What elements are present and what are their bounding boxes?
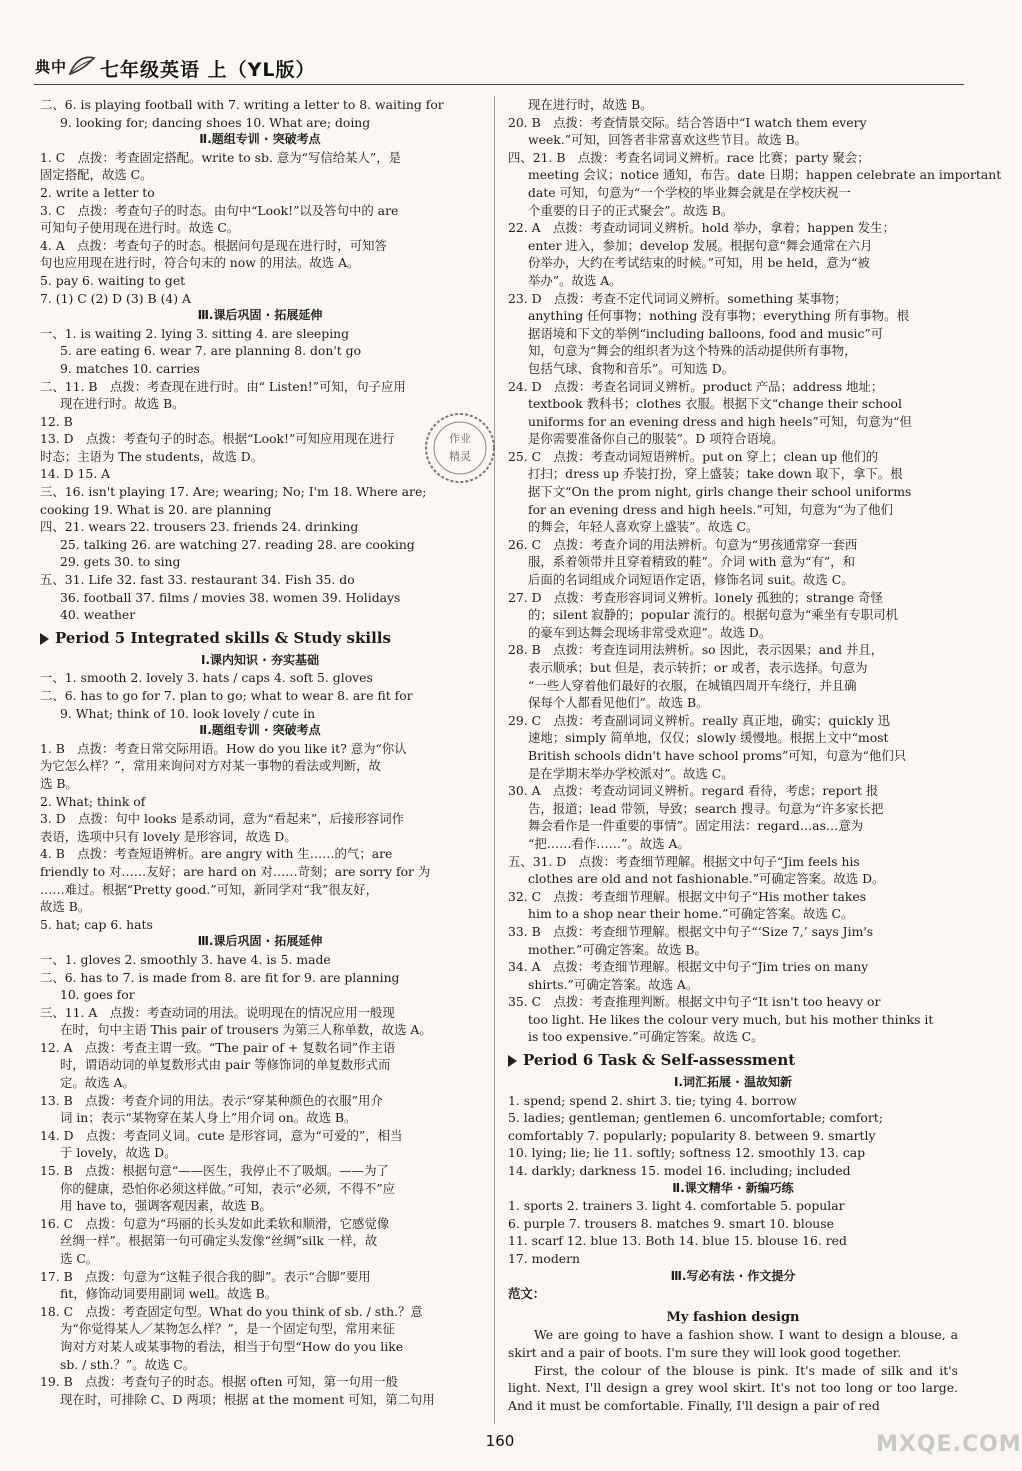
- answer-line: 现在进行时。故选 B。: [60, 396, 185, 412]
- answer-line: 4. B 点拨：考查短语辨析。are angry with 生……的气；are: [40, 846, 393, 862]
- answer-line: uniforms for an evening dress and high heels”可知，句意为“但: [528, 413, 912, 429]
- answer-line: fit，修饰动词要用副词 well。故选 B。: [60, 1286, 278, 1302]
- answer-line: 五、31. D 点拨：考查细节理解。根据文中句子“Jim feels his: [508, 853, 860, 869]
- answer-line: 现在时，可排除 C、D 两项；根据 at the moment 可知，第二句用: [60, 1391, 435, 1407]
- essay-paragraph-1: We are going to have a fashion show. I want to design a blouse, a skirt and a pair of boots. I'm sure they will look good together.: [508, 1327, 958, 1360]
- answer-line: 词 in；表示“某物穿在某人身上”用介词 on。故选 B。: [60, 1110, 357, 1126]
- answer-line: 16. C 点拨：句意为“玛丽的长头发如此柔软和顺滑，它感觉像: [40, 1215, 390, 1231]
- section-heading: Ⅱ.题组专训 · 突破考点: [199, 723, 321, 738]
- answer-line: 13. D 点拨：考查句子的时态。根据“Look!”可知应用现在进行: [40, 431, 395, 447]
- section-heading: Ⅱ.题组专训 · 突破考点: [199, 132, 321, 147]
- section-heading: Ⅲ.写必有法 · 作文提分: [670, 1268, 796, 1283]
- section-heading: Ⅲ.课后巩固 · 拓展延伸: [197, 308, 323, 323]
- answer-line: 举办”。故选 A。: [528, 272, 622, 288]
- period-heading: [508, 1048, 958, 1072]
- essay-paragraph-2: First, the colour of the blouse is pink. It's made of silk and it's light. Next, I'll design a grey wool skirt. It's not too long or too large. And it must be comfortable. Finally, I'll design a pair of red: [508, 1362, 958, 1413]
- answer-line: friendly to 对……友好；are hard on 对……苛刻；are sorry for 为: [40, 863, 431, 879]
- answer-line: 17. modern: [508, 1251, 581, 1266]
- triangle-icon: [40, 633, 49, 645]
- answer-line: 2. write a letter to: [40, 184, 155, 200]
- answer-line: sb. / sth.？”。故选 C。: [60, 1356, 196, 1372]
- answer-line: 20. B 点拨：考查情景交际。结合答语中“I watch them every: [508, 114, 867, 130]
- answer-line: 1. sports 2. trainers 3. light 4. comfortable 5. popular: [508, 1198, 845, 1214]
- answer-line: 一、1. is waiting 2. lying 3. sitting 4. are sleeping: [40, 325, 350, 341]
- answer-line: shirts.”可确定答案。故选 A。: [528, 976, 699, 992]
- answer-line: 服，系着领带并且穿着精致的鞋”。介词 with 意为“有”，和: [528, 554, 856, 570]
- answer-line: 27. D 点拨：考查形容词词义辨析。lonely 孤独的；strange 奇怪: [508, 589, 883, 605]
- answer-line: 二、6. has to go for 7. plan to go; what to wear 8. are fit for: [40, 688, 413, 703]
- answer-line: 包括气球、食物和音乐”。可知选 D。: [528, 360, 735, 376]
- page-number: 160: [485, 1432, 515, 1450]
- answer-line: 35. C 点拨：考查推理判断。根据文中句子“It isn't too heavy or: [508, 994, 881, 1010]
- section-heading: Ⅰ.词汇拓展 · 温故知新: [674, 1075, 792, 1090]
- answer-line: 1. C 点拨：考查固定搭配。write to sb. 意为“写信给某人”，是: [40, 149, 402, 165]
- answer-line: comfortably 7. popularly; popularity 8. between 9. smartly: [508, 1127, 876, 1143]
- answer-line: 36. football 37. films / movies 38. women 39. Holidays: [60, 589, 401, 605]
- answer-line: 4. A 点拨：考查句子的时态。根据问句是现在进行时，可知答: [40, 237, 387, 253]
- answer-line: 故选 B。: [40, 899, 91, 915]
- answer-line: 速地；simply 简单地，仅仅；slowly 缓慢地。根据上文中“most: [528, 730, 889, 746]
- answer-line: 3. C 点拨：考查句子的时态。由句中“Look!”以及答句中的 are: [40, 202, 399, 218]
- period-heading: [40, 626, 480, 650]
- answer-line: 表示顺承；but 但是，表示转折；or 或者，表示选择。句意为: [528, 660, 868, 675]
- answer-line: 5. hat; cap 6. hats: [40, 916, 153, 932]
- answer-line: 10. lying; lie; lie 11. softly; softness 12. smoothly 13. cap: [508, 1145, 866, 1161]
- left-column: [40, 96, 480, 1408]
- answer-line: 6. purple 7. trousers 8. matches 9. smart 10. blouse: [508, 1215, 834, 1231]
- answer-line: 二、6. has to 7. is made from 8. are fit for 9. are planning: [40, 969, 400, 985]
- answer-line: 于 lovely，故选 D。: [60, 1145, 177, 1161]
- column-divider: [494, 96, 495, 1424]
- svg-text:作业: 作业: [449, 432, 471, 445]
- svg-text:中: 中: [51, 58, 67, 76]
- answer-line: 句也应用现在进行时，符合句末的 now 的用法。故选 A。: [40, 255, 360, 271]
- answer-line: is too expensive.”可确定答案。故选 C。: [528, 1029, 764, 1045]
- answer-line: 10. goes for: [60, 987, 135, 1003]
- answer-line: 一、1. gloves 2. smoothly 3. have 4. is 5. made: [40, 951, 331, 967]
- answer-line: 19. B 点拨：考查句子的时态。根据 often 可知，第一句用一般: [40, 1374, 398, 1390]
- answer-line: ……难过。根据“Pretty good.”可知，新同学对“我”很友好，: [40, 881, 378, 897]
- answer-line: 的豪车到达舞会现场非常受欢迎”。故选 D。: [528, 624, 772, 640]
- answer-line: enter 进入，参加；develop 发展。根据句意“舞会通常在六月: [528, 237, 873, 253]
- answer-line: 舞会看作是一件重要的事情”。固定用法：regard…as…意为: [528, 818, 864, 834]
- answer-line: 二、11. B 点拨：考查现在进行时。由“ Listen!”可知，句子应用: [40, 378, 406, 394]
- answer-line: 选 B。: [40, 775, 78, 791]
- section-heading: Ⅰ.课内知识 · 夯实基础: [201, 652, 319, 667]
- answer-line: 丝绸一样”。根据第一句可确定头发像“丝绸”silk 一样，故: [60, 1233, 378, 1249]
- answer-line: 个重要的日子的正式聚会”。故选 B。: [528, 202, 734, 218]
- answer-line: 固定搭配，故选 C。: [40, 167, 153, 183]
- answer-line: 表语，选项中只有 lovely 是形容词，故选 D。: [40, 828, 297, 844]
- answer-line: 据语境和下文的举例“including balloons, food and music”可: [528, 325, 884, 341]
- answer-line: British schools didn't have school proms”可知，句意为“他们只: [528, 747, 907, 763]
- answer-line: 是在学期末举办学校派对”。故选 C。: [528, 765, 734, 781]
- answer-line: 三、11. A 点拨：考查动词的用法。说明现在的情况应用一般现: [40, 1004, 395, 1020]
- answer-line: 可知句子使用现在进行时。故选 C。: [40, 220, 240, 236]
- answer-line: for an evening dress and high heels.”可知，句意为“为了他们: [528, 501, 894, 517]
- answer-line: textbook 教科书；clothes 衣服。根据下文“change their school: [528, 396, 902, 412]
- answer-line: 5. ladies; gentleman; gentlemen 6. uncomfortable; comfort;: [508, 1110, 883, 1126]
- answer-line: week.”可知，回答者非常喜欢这些节目。故选 B。: [528, 132, 808, 148]
- svg-text:精灵: 精灵: [449, 450, 471, 463]
- answer-line: 7. (1) C (2) D (3) B (4) A: [40, 290, 192, 306]
- answer-line: 9. What; think of 10. look lovely / cute in: [60, 705, 316, 721]
- section-heading: Ⅱ.课文精华 · 新编巧练: [672, 1180, 794, 1195]
- answer-line: 知，句意为“舞会的组织者为这个特殊的活动提供所有事物，: [528, 343, 857, 359]
- answer-line: 14. darkly; darkness 15. model 16. including; included: [508, 1163, 851, 1179]
- triangle-icon: [508, 1055, 517, 1067]
- watermark: MXQE.COM: [876, 1432, 1022, 1457]
- answer-line: 25. C 点拨：考查动词短语辨析。put on 穿上；clean up 他们的: [508, 448, 879, 464]
- answer-line: 询对方对某人或某事物的看法，相当于句型“How do you like: [60, 1338, 404, 1354]
- answer-line: 选 C。: [60, 1251, 99, 1266]
- answer-line: “把……看作……”。故选 A。: [528, 835, 690, 851]
- essay-title: My fashion design: [666, 1309, 800, 1325]
- answer-line: too light. He likes the colour very much, but his mother thinks it: [528, 1011, 934, 1027]
- right-column-lines: [508, 96, 1002, 1285]
- answer-line: 14. D 点拨：考查同义词。cute 是形容词，意为“可爱的”，相当: [40, 1127, 403, 1143]
- answer-line: mother.”可确定答案。故选 B。: [528, 941, 707, 957]
- answer-line: 保每个人都看见他们”。故选 B。: [528, 695, 709, 711]
- answer-line: 22. A 点拨：考查动词词义辨析。hold 举办，拿着；happen 发生；: [508, 220, 895, 236]
- answer-line: 34. A 点拨：考查细节理解。根据文中句子“Jim tries on many: [508, 959, 869, 975]
- section-heading: Ⅲ.课后巩固 · 拓展延伸: [197, 934, 323, 949]
- answer-line: 13. B 点拨：考查介词的用法。表示“穿某种颜色的衣服”用介: [40, 1092, 383, 1108]
- book-title: 七年级英语 上（YL版）: [100, 59, 316, 81]
- answer-line: 25. talking 26. are watching 27. reading 28. are cooking: [60, 536, 415, 552]
- answer-line: 是你需要准备你自己的服装”。D 项符合语境。: [528, 431, 784, 447]
- answer-line: 1. B 点拨：考查日常交际用语。How do you like it? 意为“你认: [40, 740, 407, 756]
- answer-line: clothes are old and not fashionable.”可确定答案。故选 D。: [528, 871, 885, 887]
- answer-line: 的舞会，年轻人喜欢穿上盛装”。故选 C。: [528, 519, 759, 535]
- answer-line: 的；silent 寂静的；popular 流行的。根据句意为“乘坐有专职司机: [528, 607, 898, 623]
- answer-line: 14. D 15. A: [40, 466, 111, 482]
- answer-line: 定。故选 A。: [60, 1075, 135, 1091]
- answer-line: 一、1. smooth 2. lovely 3. hats / caps 4. soft 5. gloves: [40, 670, 373, 686]
- answer-line: 12. B: [40, 413, 73, 429]
- answer-line: 三、16. isn't playing 17. Are; wearing; No; I'm 18. Where are;: [40, 484, 427, 500]
- answer-line: 二、6. is playing football with 7. writing a letter to 8. waiting for: [40, 97, 444, 112]
- answer-line: 1. spend; spend 2. shirt 3. tie; tying 4. borrow: [508, 1092, 797, 1108]
- answer-line: 四、21. B 点拨：考查名词词义辨析。race 比赛；party 聚会；: [508, 149, 870, 165]
- answer-line: 18. C 点拨：考查固定句型。What do you think of sb. / sth.？意: [40, 1303, 423, 1319]
- answer-line: 据下文“On the prom night, girls change their school uniforms: [528, 484, 912, 500]
- answer-line: 为“你觉得某人／某物怎么样？”，是一个固定句型，常用来征: [60, 1321, 395, 1337]
- answer-line: 你的健康，恐怕你必须这样做。”可知，表示“必须，不得不”应: [60, 1180, 395, 1196]
- answer-line: 告，报道；lead 带领，导致；search 搜寻。句意为“许多家长把: [528, 800, 884, 816]
- answer-line: date 可知，句意为“一个学校的毕业舞会就是在学校庆祝一: [528, 184, 851, 200]
- period-heading-text: Period 5 Integrated skills & Study skills: [55, 628, 391, 647]
- answer-line: 11. scarf 12. blue 13. Both 14. blue 15. blouse 16. red: [508, 1233, 847, 1249]
- answer-line: 9. matches 10. carries: [60, 360, 200, 376]
- page-header: [34, 52, 474, 82]
- answer-line: 26. C 点拨：考查介词的用法辨析。句意为“男孩通常穿一套西: [508, 536, 858, 552]
- answer-line: 现在进行时，故选 B。: [528, 97, 653, 112]
- header-divider: [34, 84, 964, 85]
- answer-line: 30. A 点拨：考查动词词义辨析。regard 看待，考虑；report 报: [508, 783, 879, 799]
- answer-line: 32. C 点拨：考查细节理解。根据文中句子“His mother takes: [508, 888, 867, 904]
- answer-line: 后面的名词组成介词短语作定语，修饰名词 suit。故选 C。: [528, 572, 854, 588]
- answer-line: cooking 19. What is 20. are planning: [40, 501, 272, 517]
- answer-line: 28. B 点拨：考查连词用法辨析。so 因此，表示因果；and 并且，: [508, 642, 884, 658]
- right-column: [508, 96, 1002, 1414]
- stamp-seal-icon: [420, 408, 500, 488]
- answer-line: 24. D 点拨：考查名词词义辨析。product 产品；address 地址；: [508, 378, 884, 394]
- answer-line: 40. weather: [60, 607, 136, 623]
- answer-line: meeting 会议；notice 通知，布告。date 日期；happen celebrate an important: [528, 167, 1002, 183]
- answer-line: 在时，句中主语 This pair of trousers 为第三人称单数，故选 A。: [60, 1022, 432, 1038]
- answer-line: 3. D 点拨：句中 looks 是系动词，意为“看起来”，后接形容词作: [40, 811, 404, 827]
- answer-line: 33. B 点拨：考查细节理解。根据文中句子“‘Size 7,’ says Jim's: [508, 923, 874, 939]
- answer-line: 29. gets 30. to sing: [60, 554, 181, 570]
- answer-line: 2. What; think of: [40, 793, 146, 809]
- answer-line: 五、31. Life 32. fast 33. restaurant 34. Fish 35. do: [40, 572, 355, 588]
- essay-label: 范文：: [508, 1286, 546, 1302]
- answer-line: 9. looking for; dancing shoes 10. What are; doing: [60, 114, 371, 130]
- answer-line: 份举办，大约在考试结束的时候。”可知，用 be held，意为“被: [528, 255, 870, 271]
- answer-line: 5. pay 6. waiting to get: [40, 272, 186, 288]
- answer-line: “一些人穿着他们最好的衣服，在城镇四周开车绕行，并且确: [528, 677, 857, 693]
- period-heading-text: Period 6 Task & Self-assessment: [523, 1051, 796, 1070]
- answer-line: 打扫；dress up 乔装打扮，穿上盛装；take down 取下，拿下。根: [528, 466, 903, 482]
- answer-line: 23. D 点拨：考查不定代词词义辨析。something 某事物；: [508, 290, 847, 306]
- answer-line: 为它怎么样？”，常用来询问对方对某一事物的看法或判断，故: [40, 758, 381, 774]
- answer-line: 5. are eating 6. wear 7. are planning 8. don't go: [60, 343, 362, 359]
- answer-line: 时态；主语为 The students，故选 D。: [40, 448, 264, 464]
- answer-line: 四、21. wears 22. trousers 23. friends 24. drinking: [40, 519, 359, 535]
- answer-line: 29. C 点拨：考查副词词义辨析。really 真正地，确实；quickly 迅: [508, 712, 891, 728]
- answer-line: 17. B 点拨：句意为“这鞋子很合我的脚”。表示“合脚”要用: [40, 1268, 371, 1284]
- answer-line: 用 have to，强调客观因素，故选 B。: [60, 1198, 272, 1214]
- book-logo-icon: [34, 54, 96, 78]
- answer-line: 12. A 点拨：考查主谓一致。“The pair of + 复数名词”作主语: [40, 1039, 396, 1055]
- answer-line: him to a shop near their home.”可确定答案。故选 C。: [528, 906, 854, 922]
- svg-text:典: 典: [35, 58, 51, 76]
- answer-line: 15. B 点拨：根据句意“——医生，我停止不了吸烟。——为了: [40, 1163, 389, 1179]
- answer-line: 时，谓语动词的单复数形式由 pair 等修饰词的单复数形式而: [60, 1057, 391, 1073]
- answer-line: anything 任何事物；nothing 没有事物；everything 所有事物。根: [528, 308, 909, 324]
